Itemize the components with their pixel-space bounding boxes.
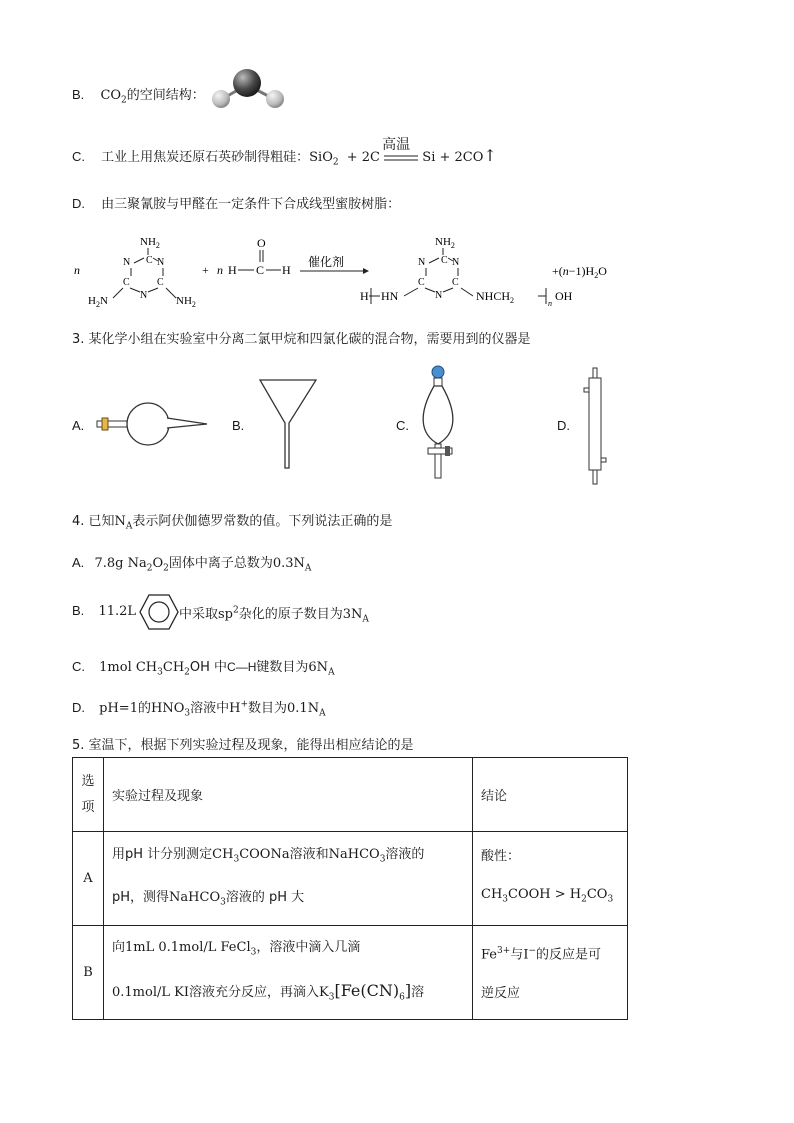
svg-text:N: N <box>123 257 131 268</box>
coefficient-n: n <box>217 263 223 277</box>
melamine-structure <box>88 236 196 309</box>
na-symbol: $N_A$ <box>114 514 133 532</box>
option-label: B. <box>72 87 85 102</box>
q4-option-a: A. 7.8g $Na_2O_2$固体中离子总数为$0.3N_A$ <box>72 555 312 574</box>
svg-text:C: C <box>157 277 164 288</box>
co2-ball-model-icon <box>205 66 290 116</box>
option-text: 工业上用焦炭还原石英砂制得粗硅： <box>101 150 310 165</box>
q4-option-d: D. pH=1的$HNO_3$溶液中H+数目为$0.1N_A$ <box>72 699 326 719</box>
header-option: 选 项 <box>73 758 104 832</box>
svg-text:C: C <box>256 263 265 277</box>
coefficient-n: n <box>74 263 80 277</box>
q4-option-c: C. 1mol $CH_3CH_2OH$ 中C—H键数目为$6N_A$ <box>72 659 335 678</box>
option-text: 的空间结构： <box>126 88 205 103</box>
row-key: A <box>73 832 104 926</box>
svg-text:HN: HN <box>381 289 399 303</box>
svg-text:H: H <box>360 289 369 303</box>
svg-text:O: O <box>257 236 266 250</box>
svg-text:C: C <box>418 277 425 288</box>
gas-arrow-icon: ↑ <box>483 146 497 165</box>
svg-text:N: N <box>140 290 148 301</box>
q3-option-c-label: C. <box>396 418 409 433</box>
q3-option-d-label: D. <box>557 418 570 433</box>
distilling-flask-icon <box>95 400 210 450</box>
q3-option-a-label: A. <box>72 418 85 433</box>
co2-formula: $CO_2$ <box>100 88 127 106</box>
svg-text:H2N: $H_2N$ <box>88 295 108 309</box>
formaldehyde-structure <box>228 236 291 277</box>
svg-text:H: H <box>282 263 291 277</box>
q4-stem: 4. 已知$N_A$表示阿伏伽德罗常数的值。下列说法正确的是 <box>72 514 393 532</box>
option-label: C. <box>72 149 85 164</box>
table-row <box>73 832 628 926</box>
svg-text:OH: OH <box>555 289 573 303</box>
row-process: 用pH 计分别测定$CH_3COONa$溶液和NaHCO$_3$溶液的 pH，测得NaHCO$_3$溶液的 pH 大 <box>104 832 473 926</box>
option-label: D. <box>72 196 85 211</box>
header-process: 实验过程及现象 <box>104 758 473 832</box>
equation-left: SiO$_2$ <box>309 150 339 168</box>
q4-option-b-text: 中采取$sp^2$杂化的原子数目为$3N_A$ <box>179 605 369 625</box>
equation-plus: + 2C <box>346 150 381 165</box>
svg-text:n: n <box>548 299 552 308</box>
svg-text:C: C <box>146 255 153 266</box>
plus-sign: + <box>202 263 209 277</box>
byproduct-water: $+(n-1)H_2O$ <box>552 264 607 280</box>
q3-stem: 3. 某化学小组在实验室中分离二氯甲烷和四氯化碳的混合物，需要用到的仪器是 <box>72 332 531 347</box>
q3-option-b-label: B. <box>232 418 245 433</box>
q2-option-d <box>72 193 400 212</box>
equation-right: Si + 2CO <box>422 150 484 165</box>
svg-text:C: C <box>123 277 130 288</box>
svg-text:N: N <box>452 257 460 268</box>
table-header-row <box>73 758 628 832</box>
row-process: 向1mL 0.1mol/L FeCl$_3$，溶液中滴入几滴 0.1mol/L KI溶液充分反应，再滴入$K_3[Fe(CN)_6]$溶 <box>104 926 473 1020</box>
row-conclusion: 酸性： $CH_3COOH > H_2CO_3$ <box>473 832 628 926</box>
option-text: 由三聚氰胺与甲醛在一定条件下合成线型蜜胺树脂： <box>101 197 401 212</box>
condenser-icon <box>580 366 610 486</box>
svg-text:N: N <box>418 257 426 268</box>
svg-text:C: C <box>452 277 459 288</box>
q4-option-b: B. 11.2L <box>72 603 137 619</box>
funnel-icon <box>258 378 318 472</box>
equation-condition <box>382 137 418 165</box>
q5-stem: 5. 室温下，根据下列实验过程及现象，能得出相应结论的是 <box>72 738 414 753</box>
table-row <box>73 926 628 1020</box>
header-conclusion: 结论 <box>473 758 628 832</box>
row-key: B <box>73 926 104 1020</box>
svg-text:NH2: $NH_2$ <box>176 295 196 309</box>
double-line-icon <box>384 153 418 163</box>
benzene-ring-icon <box>138 592 180 632</box>
experiment-table <box>72 757 628 1020</box>
svg-text:N: N <box>435 290 443 301</box>
svg-text:C: C <box>441 255 448 266</box>
catalyst-label: 催化剂 <box>308 255 345 269</box>
condition-text: 高温 <box>382 137 411 153</box>
separatory-funnel-icon <box>414 364 464 486</box>
svg-text:NH2: $NH_2$ <box>140 236 160 250</box>
svg-text:N: N <box>157 257 165 268</box>
melamine-resin-structure <box>360 236 573 308</box>
q2-option-b <box>72 84 205 106</box>
q2-option-c <box>72 137 497 168</box>
svg-text:NHCH2: $NHCH_2$ <box>476 289 515 305</box>
row-conclusion: $Fe^{3+}$与I−的反应是可 逆反应 <box>473 926 628 1020</box>
svg-text:H: H <box>228 263 237 277</box>
svg-text:NH2: $NH_2$ <box>435 236 455 250</box>
melamine-reaction-scheme <box>68 228 648 310</box>
